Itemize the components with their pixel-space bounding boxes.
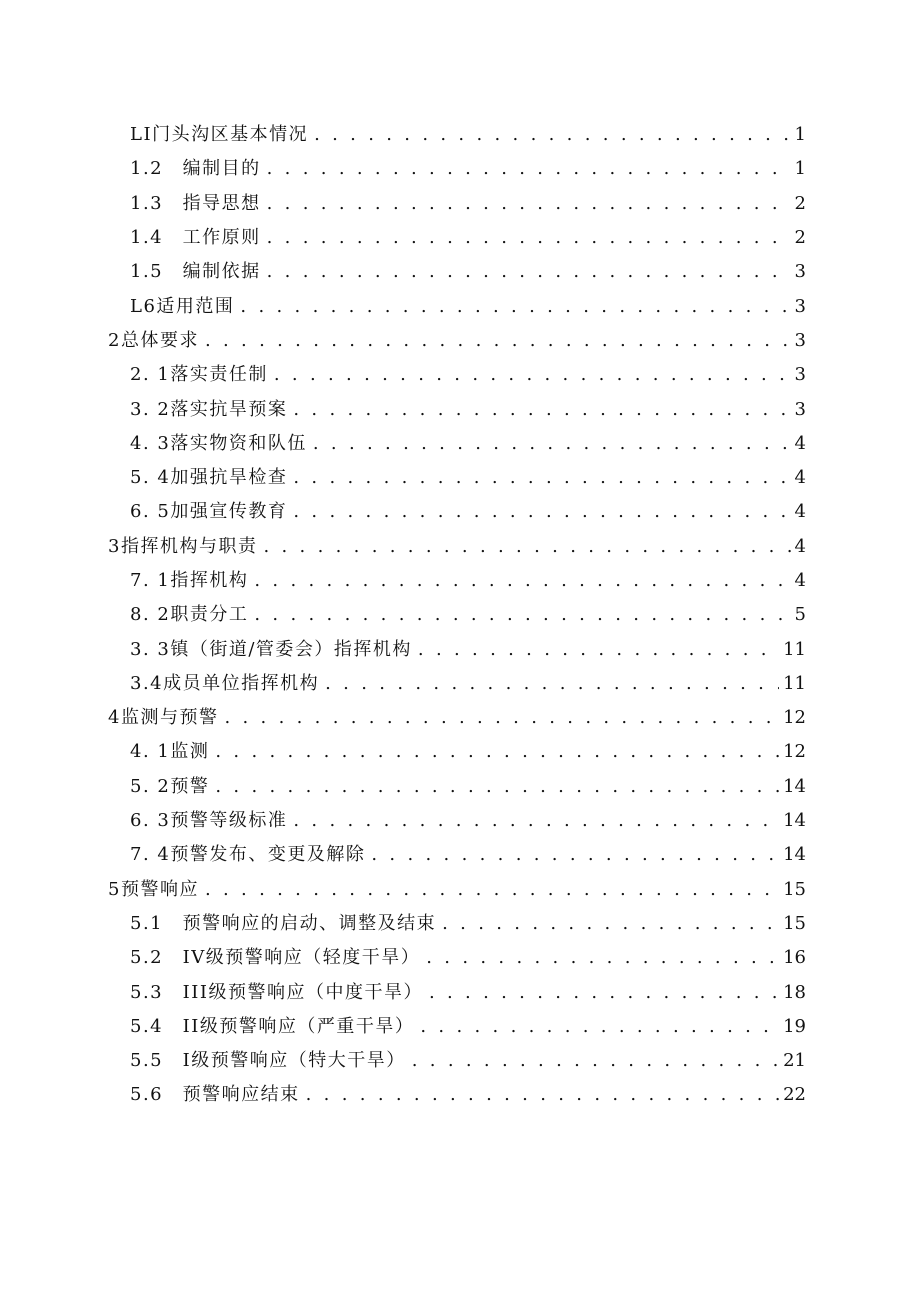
toc-entry-title: 4. 3落实物资和队伍 [130,432,307,454]
toc-entry-page: 3 [794,329,806,351]
toc-entry-page: 12 [783,707,806,729]
toc-entry[interactable] [0,219,920,253]
toc-entry-title: 5.2 IV级预警响应（轻度干旱） [130,947,421,969]
toc-entry-page: 15 [783,912,806,934]
toc-entry-page: 1 [794,158,806,180]
toc-entry-page: 14 [783,775,806,797]
toc-entry-title: 1.3 指导思想 [130,192,261,214]
toc-entry-title: LI门头沟区基本情况 [130,124,309,146]
toc-entry-title: 1.5 编制依据 [130,261,261,283]
toc-entry-title: 2. 1落实责任制 [130,364,268,386]
toc-dot-leader [420,1016,779,1037]
toc-entry[interactable] [0,699,920,733]
toc-entry-page: 3 [794,261,806,283]
toc-dot-leader [293,501,790,522]
toc-dot-leader [215,741,779,762]
toc-entry-title: 5.6 预警响应结束 [130,1084,300,1106]
toc-dot-leader [412,1050,779,1071]
toc-entry[interactable] [0,528,920,562]
toc-entry-page: 19 [783,1015,806,1037]
toc-entry-page: 3 [794,364,806,386]
toc-dot-leader [293,810,779,831]
toc-entry-title: 7. 4预警发布、变更及解除 [130,844,366,866]
toc-entry[interactable] [0,322,920,356]
toc-dot-leader [293,467,790,488]
toc-dot-leader [240,296,790,317]
toc-dot-leader [442,913,779,934]
toc-entry[interactable] [0,973,920,1007]
toc-dot-leader [293,399,790,420]
toc-entry-page: 12 [783,741,806,763]
toc-entry[interactable] [0,390,920,424]
toc-entry[interactable] [0,1076,920,1110]
toc-entry-page: 22 [783,1084,806,1106]
toc-entry-page: 11 [783,638,806,660]
toc-dot-leader [426,947,779,968]
toc-entry[interactable] [0,836,920,870]
toc-entry-page: 4 [794,535,806,557]
toc-dot-leader [254,604,790,625]
toc-entry[interactable] [0,665,920,699]
toc-entry-title: 3.4成员单位指挥机构 [130,672,320,694]
toc-entry[interactable] [0,356,920,390]
table-of-contents [0,116,920,1111]
toc-entry-title: 6. 3预警等级标准 [130,810,288,832]
toc-entry[interactable] [0,459,920,493]
toc-entry-page: 3 [794,398,806,420]
toc-entry-page: 14 [783,810,806,832]
toc-entry[interactable] [0,905,920,939]
toc-dot-leader [267,261,791,282]
toc-entry-title: 5预警响应 [108,878,199,900]
toc-dot-leader [313,433,791,454]
toc-entry[interactable] [0,425,920,459]
toc-entry[interactable] [0,733,920,767]
toc-entry-page: 2 [794,192,806,214]
toc-entry-page: 2 [794,227,806,249]
toc-entry-title: 2总体要求 [108,329,199,351]
toc-entry-page: 5 [794,604,806,626]
toc-dot-leader [205,330,791,351]
toc-entry[interactable] [0,562,920,596]
toc-entry-page: 1 [794,124,806,146]
toc-entry-title: 5. 4加强抗旱检查 [130,467,288,489]
toc-entry[interactable] [0,630,920,664]
toc-entry-page: 11 [783,672,806,694]
toc-entry-title: 7. 1指挥机构 [130,570,249,591]
toc-dot-leader [306,1084,779,1105]
toc-entry[interactable] [0,871,920,905]
toc-entry-title: 5.4 II级预警响应（严重干旱） [130,1015,415,1037]
toc-entry[interactable] [0,802,920,836]
toc-entry[interactable] [0,253,920,287]
toc-entry-page: 4 [794,467,806,489]
toc-dot-leader [418,639,779,660]
toc-entry-title: L6适用范围 [130,295,235,317]
toc-entry-title: 3. 2落实抗旱预案 [130,398,288,420]
toc-entry-page: 4 [794,570,806,591]
toc-entry[interactable] [0,596,920,630]
toc-entry-title: 4监测与预警 [108,707,219,729]
toc-entry-title: 1.2 编制目的 [130,158,261,180]
toc-entry[interactable] [0,768,920,802]
toc-entry-page: 18 [783,981,806,1003]
toc-dot-leader [263,536,790,557]
toc-dot-leader [267,227,791,248]
toc-entry-page: 14 [783,844,806,866]
toc-dot-leader [267,158,791,179]
toc-entry-page: 15 [783,878,806,900]
toc-entry-title: 5.1 预警响应的启动、调整及结束 [130,912,437,934]
toc-entry[interactable] [0,1008,920,1042]
toc-entry-title: 3. 3镇（街道/管委会）指挥机构 [130,638,412,660]
toc-entry-title: 1.4 工作原则 [130,227,261,249]
toc-entry-title: 4. 1监测 [130,741,210,763]
toc-entry-page: 16 [783,947,806,969]
toc-dot-leader [274,364,791,385]
toc-entry-page: 3 [794,295,806,317]
toc-entry[interactable] [0,939,920,973]
toc-entry-title: 6. 5加强宣传教育 [130,501,288,523]
toc-entry[interactable] [0,287,920,321]
toc-entry-page: 4 [794,432,806,454]
toc-entry-page: 21 [783,1050,806,1072]
toc-dot-leader [215,776,779,797]
toc-entry[interactable] [0,1042,920,1076]
toc-dot-leader [371,844,779,865]
toc-entry[interactable] [0,493,920,527]
toc-dot-leader [325,673,779,694]
toc-entry-page: 4 [794,501,806,523]
toc-dot-leader [314,124,790,145]
toc-entry[interactable] [0,185,920,219]
toc-dot-leader [205,879,779,900]
toc-entry[interactable] [0,116,920,150]
toc-dot-leader [267,193,791,214]
toc-entry-title: 5.5 I级预警响应（特大干旱） [130,1050,406,1072]
toc-dot-leader [254,570,790,591]
toc-entry-title: 8. 2职责分工 [130,604,249,626]
toc-entry-title: 5.3 III级预警响应（中度干旱） [130,981,423,1003]
toc-entry-title: 3指挥机构与职责 [108,535,258,557]
toc-dot-leader [224,707,779,728]
toc-dot-leader [429,982,779,1003]
toc-entry-title: 5. 2预警 [130,775,210,797]
toc-entry[interactable] [0,150,920,184]
